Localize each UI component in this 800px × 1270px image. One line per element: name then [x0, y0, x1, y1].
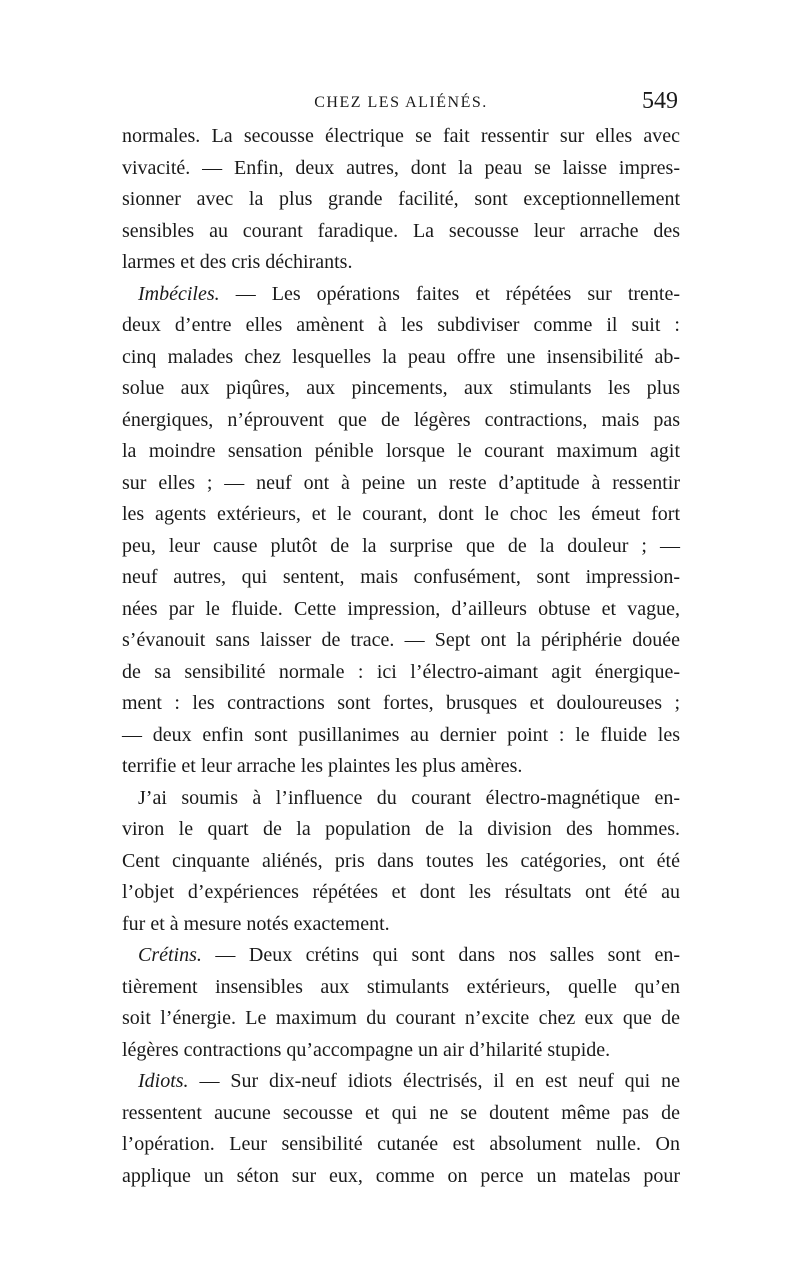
text-line: viron le quart de la population de la division des hommes. — [122, 818, 680, 840]
text-line: larmes et des cris déchirants. — [122, 251, 353, 273]
text-line: peu, leur cause plutôt de la surprise que de la douleur ; — — [122, 534, 680, 557]
page-number: 549 — [642, 88, 678, 114]
section-lead: Imbéciles. — [138, 282, 220, 305]
text-line: fur et à mesure notés exactement. — [122, 912, 390, 935]
text-fragment: — Sur dix-neuf idiots électrisés, il en est neuf qui ne — [199, 1070, 681, 1092]
body-text — [122, 121, 680, 1192]
text-line: ment : les contractions sont fortes, brusques et douloureuses ; — [122, 692, 680, 714]
text-line: J’ai soumis à l’influence du courant électro-magnétique en- — [138, 786, 680, 809]
text-fragment: — Deux crétins qui sont dans nos salles sont en- — [215, 944, 681, 966]
text-line: soit l’énergie. Le maximum du courant n’excite chez eux que de — [122, 1007, 680, 1029]
text-line: — deux enfin sont pusillanimes au dernier point : le fluide les — [122, 723, 680, 746]
paragraph-hommes — [122, 783, 680, 941]
text-line: l’objet d’expériences répétées et dont les résultats ont été au — [122, 881, 680, 903]
text-line — [122, 940, 680, 972]
text-line: énergiques, n’éprouvent que de légères contractions, mais pas — [122, 408, 680, 431]
text-line — [122, 279, 680, 311]
text-line: tièrement insensibles aux stimulants extérieurs, quelle qu’en — [122, 975, 680, 998]
text-line: neuf autres, qui sentent, mais confusément, sont impression- — [122, 566, 680, 588]
text-line: normales. La secousse électrique se fait ressentir sur elles avec — [122, 125, 680, 147]
text-line: légères contractions qu’accompagne un air d’hilarité stupide. — [122, 1038, 611, 1061]
text-line: sensibles au courant faradique. La secousse leur arrache des — [122, 219, 680, 242]
text-fragment: — Les opérations faites et répétées sur trente- — [235, 282, 681, 305]
paragraph-cretins — [122, 940, 680, 1066]
section-lead: Idiots. — [138, 1070, 189, 1092]
text-line: la moindre sensation pénible lorsque le courant maximum agit — [122, 440, 680, 462]
paragraph-imbeciles — [122, 279, 680, 783]
paragraph-continuation — [122, 121, 680, 279]
text-line: vivacité. — Enfin, deux autres, dont la peau se laisse impres- — [122, 156, 680, 179]
paragraph-idiots — [122, 1066, 680, 1192]
running-head — [122, 88, 680, 118]
text-line: sur elles ; — neuf ont à peine un reste d’aptitude à ressentir — [122, 471, 680, 494]
text-line: terrifie et leur arrache les plaintes les plus amères. — [122, 755, 523, 777]
text-line: cinq malades chez lesquelles la peau offre une insensibilité ab- — [122, 345, 680, 368]
text-line: s’évanouit sans laisser de trace. — Sept ont la périphérie douée — [122, 629, 680, 651]
text-line: Cent cinquante aliénés, pris dans toutes les catégories, ont été — [122, 849, 680, 872]
section-lead: Crétins. — [138, 944, 202, 966]
text-line: les agents extérieurs, et le courant, dont le choc les émeut fort — [122, 503, 680, 525]
text-line: ressentent aucune secousse et qui ne se doutent même pas de — [122, 1101, 680, 1124]
text-line: l’opération. Leur sensibilité cutanée est absolument nulle. On — [122, 1133, 680, 1155]
text-line: sionner avec la plus grande facilité, sont exceptionnellement — [122, 188, 680, 210]
text-line: solue aux piqûres, aux pincements, aux stimulants les plus — [122, 377, 680, 399]
text-line: applique un séton sur eux, comme on perce un matelas pour — [122, 1164, 680, 1187]
running-title: CHEZ LES ALIÉNÉS. — [314, 94, 488, 111]
text-line — [122, 1066, 680, 1098]
text-line: deux d’entre elles amènent à les subdiviser comme il suit : — [122, 314, 680, 336]
text-line: de sa sensibilité normale : ici l’électro-aimant agit énergique- — [122, 660, 680, 683]
text-line: nées par le fluide. Cette impression, d’ailleurs obtuse et vague, — [122, 597, 680, 620]
